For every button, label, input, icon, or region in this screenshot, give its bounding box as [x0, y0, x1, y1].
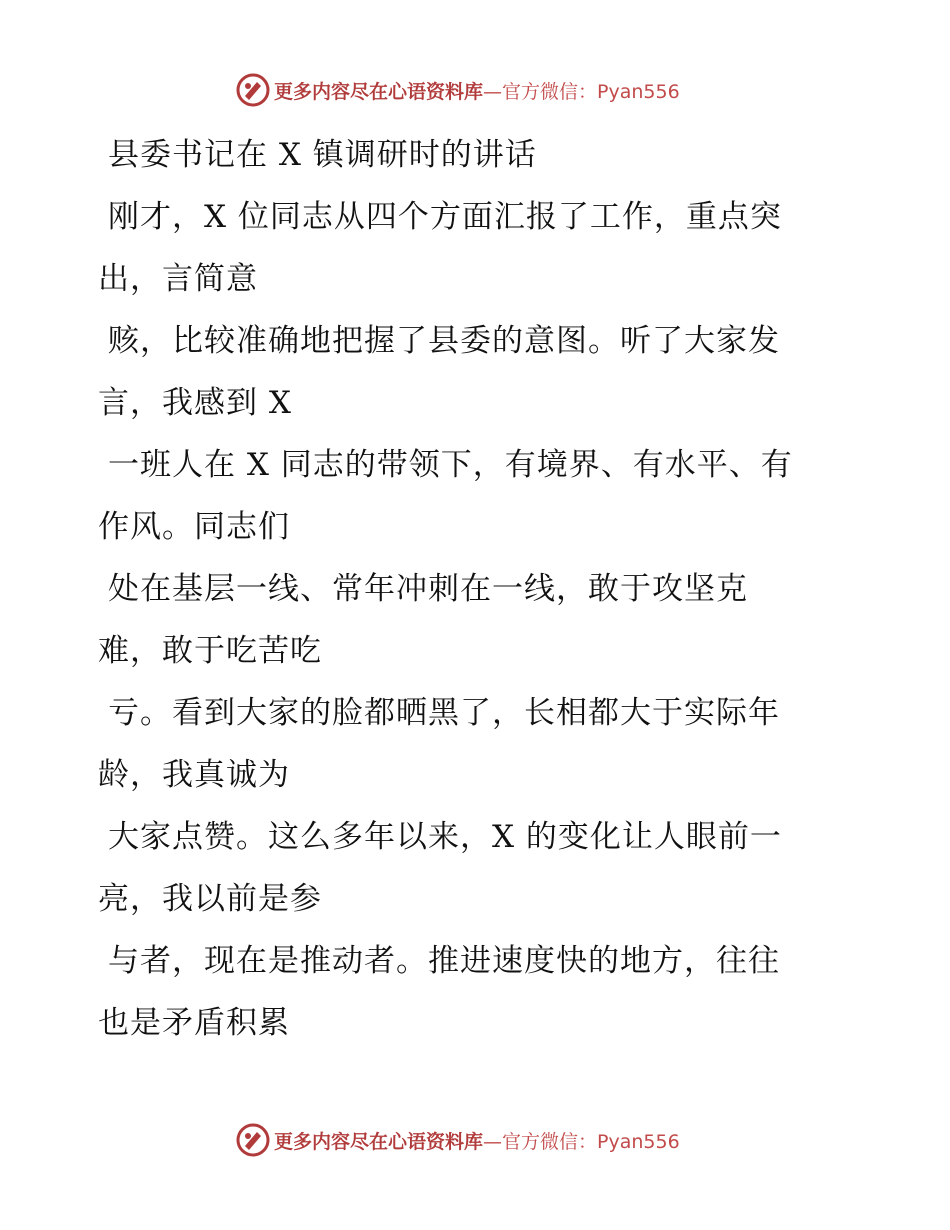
banner-separator: —: [483, 80, 503, 103]
banner-brand: 更多内容尽在心语资料库: [274, 1130, 484, 1153]
banner-text: [274, 1127, 680, 1154]
body-line: 难，敢于吃苦吃: [98, 633, 322, 669]
header-banner: [236, 72, 680, 108]
body-line: 刚才，X 位同志从四个方面汇报了工作，重点突: [108, 199, 782, 235]
banner-wechat-id: Pyan556: [597, 1130, 680, 1153]
body-line: 一班人在 X 同志的带领下，有境界、有水平、有: [108, 447, 793, 483]
brand-logo-icon: [236, 73, 270, 107]
body-line: 赅，比较准确地把握了县委的意图。听了大家发: [108, 323, 780, 359]
banner-text: [274, 77, 680, 104]
banner-wechat-label: 官方微信：: [502, 80, 598, 103]
body-line: 言，我感到 X: [98, 385, 292, 421]
body-line: 亮，我以前是参: [98, 881, 322, 917]
document-title: 县委书记在 X 镇调研时的讲话: [108, 137, 537, 173]
footer-banner: [236, 1122, 680, 1158]
document-body: [98, 124, 888, 1054]
banner-wechat-id: Pyan556: [597, 80, 680, 103]
body-line: 龄，我真诚为: [98, 757, 290, 793]
banner-separator: —: [483, 1130, 503, 1153]
body-line: 大家点赞。这么多年以来，X 的变化让人眼前一: [108, 819, 782, 855]
body-line: 处在基层一线、常年冲刺在一线，敢于攻坚克: [108, 571, 748, 607]
body-line: 亏。看到大家的脸都晒黑了，长相都大于实际年: [108, 695, 780, 731]
body-line: 与者，现在是推动者。推进速度快的地方，往往: [108, 943, 780, 979]
body-line: 也是矛盾积累: [98, 1005, 290, 1041]
banner-brand: 更多内容尽在心语资料库: [274, 80, 484, 103]
body-line: 出，言简意: [98, 261, 258, 297]
banner-wechat-label: 官方微信：: [502, 1130, 598, 1153]
brand-logo-icon: [236, 1123, 270, 1157]
body-line: 作风。同志们: [98, 509, 290, 545]
